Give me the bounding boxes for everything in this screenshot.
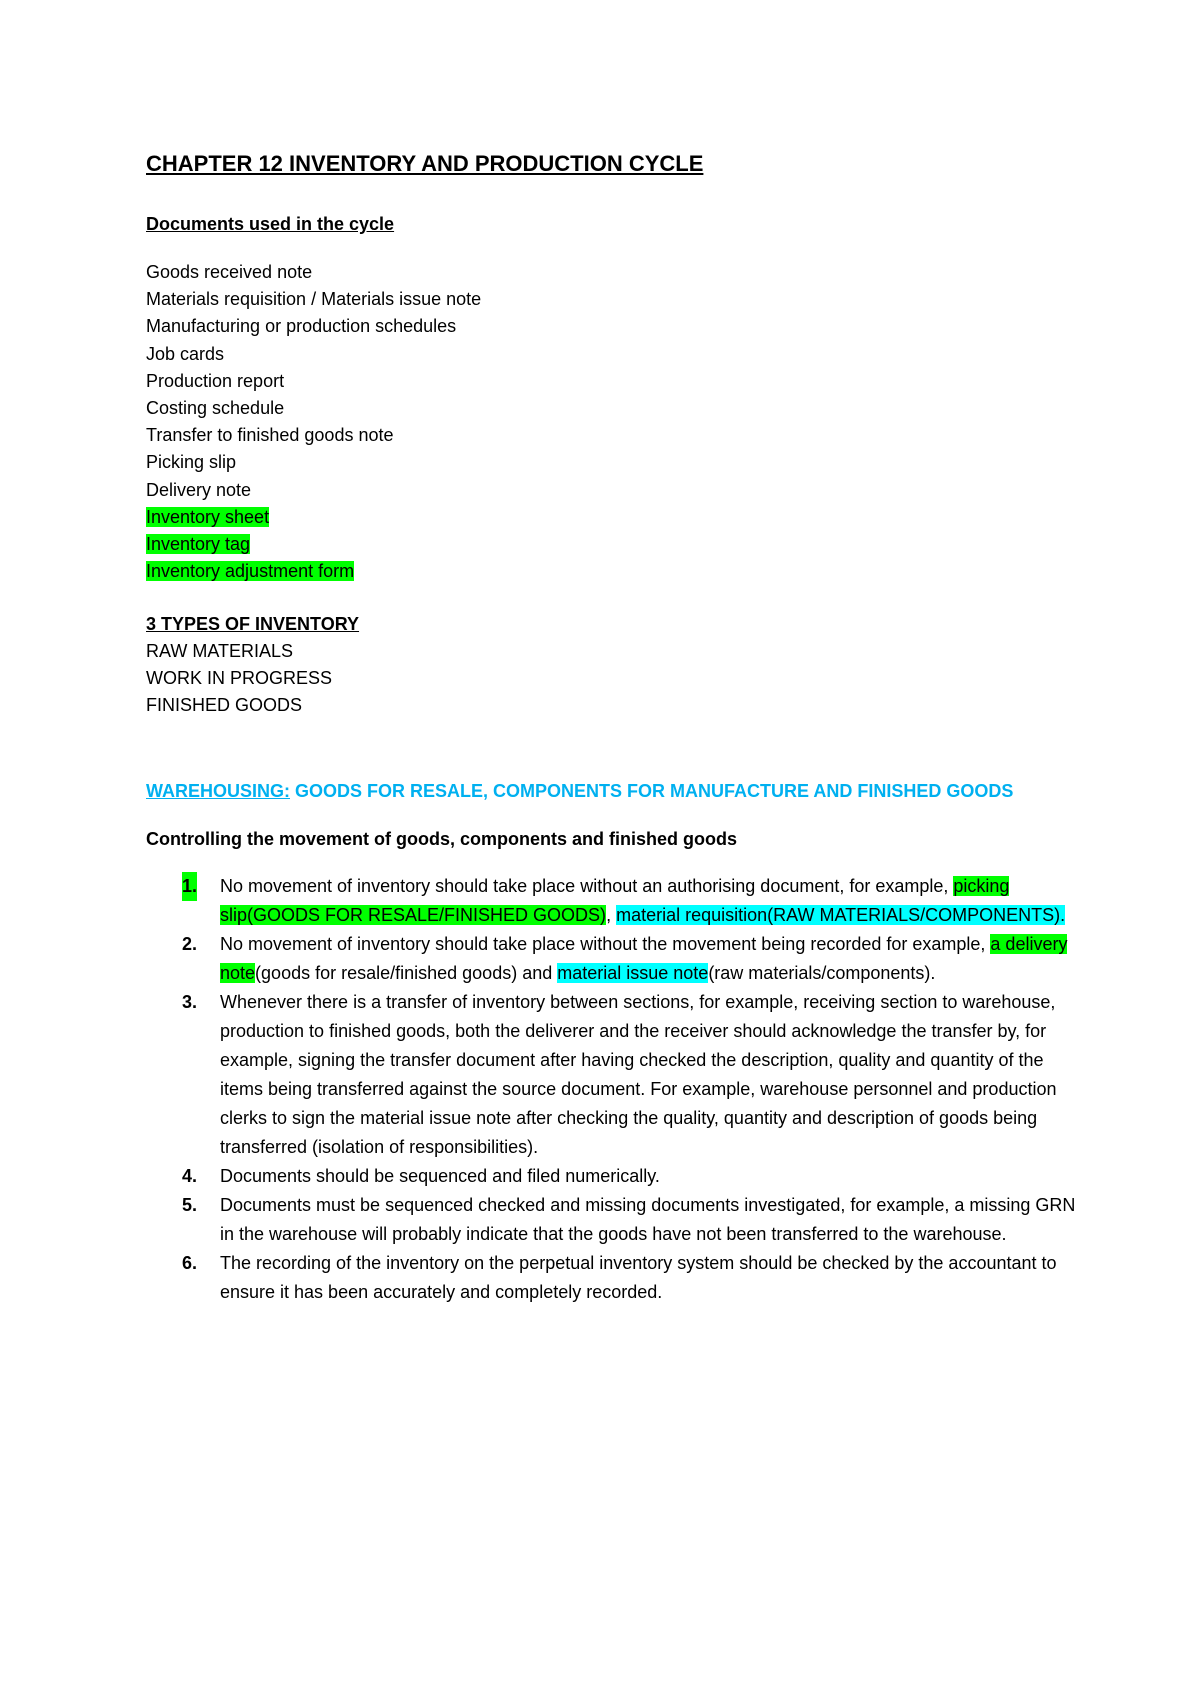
item-number: 5. [182,1195,198,1216]
warehousing-label: WAREHOUSING: [146,781,290,802]
types-heading: 3 TYPES OF INVENTORY [146,614,360,635]
highlight-cyan: material requisition(RAW MATERIALS/COMPONENTS). [616,905,1066,926]
warehousing-heading [146,776,1076,806]
item-number: 2. [182,934,198,955]
page-content [146,148,1076,1307]
document-item-highlighted: Inventory sheet [146,506,270,527]
item-number: 6. [182,1253,198,1274]
type-item: FINISHED GOODS [146,695,303,716]
chapter-title: CHAPTER 12 INVENTORY AND PRODUCTION CYCLE [146,151,704,176]
highlight-green: a delivery note [220,934,1068,984]
control-item: 4. Documents should be sequenced and filed numerically. [146,1162,1076,1191]
control-item: 3. Whenever there is a transfer of inventory between sections, for example, receiving section to warehouse, production to finished goods, both the deliverer and the receiver should acknowledge the transfer by, for example, signing the transfer document after having checked the description, quality and quantity of the items being transferred against the source document. For example, warehouse personnel and production clerks to sign the material issue note after checking the quality, quantity and description of goods being transferred (isolation of responsibilities). [146,988,1076,1162]
item-number: 4. [182,1166,198,1187]
document-item: Costing schedule [146,398,285,419]
control-item: 2. No movement of inventory should take place without the movement being recorded for example, a delivery note(goods for resale/finished goods) and material issue note(raw materials/components). [146,930,1076,988]
item-number: 1. [182,872,197,901]
highlight-cyan: material issue note [557,963,709,984]
warehousing-text: GOODS FOR RESALE, COMPONENTS FOR MANUFACTURE AND FINISHED GOODS [290,781,1014,802]
item-number: 3. [182,992,198,1013]
control-item: 1. No movement of inventory should take place without an authorising document, for example, picking slip(GOODS FOR RESALE/FINISHED GOODS), material requisition(RAW MATERIALS/COMPONENTS). [146,872,1076,930]
documents-heading: Documents used in the cycle [146,214,395,234]
types-list [146,638,1076,719]
document-item-highlighted: Inventory adjustment form [146,561,355,582]
document-item: Materials requisition / Materials issue note [146,289,482,310]
documents-list [146,259,1076,585]
document-item-highlighted: Inventory tag [146,534,251,555]
controls-list [146,872,1076,1307]
controlling-heading: Controlling the movement of goods, components and finished goods [146,829,737,850]
document-item: Transfer to finished goods note [146,425,394,446]
type-item: RAW MATERIALS [146,641,294,662]
highlight-green: picking slip(GOODS FOR RESALE/FINISHED GOODS) [220,876,1010,926]
document-item: Delivery note [146,479,252,500]
inventory-types-section [146,611,1076,719]
document-item: Manufacturing or production schedules [146,316,457,337]
control-item: 5. Documents must be sequenced checked and missing documents investigated, for example, a missing GRN in the warehouse will probably indicate that the goods have not been transferred to the warehouse. [146,1191,1076,1249]
document-item: Job cards [146,343,225,364]
document-item: Picking slip [146,452,237,473]
document-item: Goods received note [146,262,313,282]
type-item: WORK IN PROGRESS [146,668,333,689]
control-item: 6. The recording of the inventory on the perpetual inventory system should be checked by the accountant to ensure it has been accurately and completely recorded. [146,1249,1076,1307]
document-item: Production report [146,370,285,391]
